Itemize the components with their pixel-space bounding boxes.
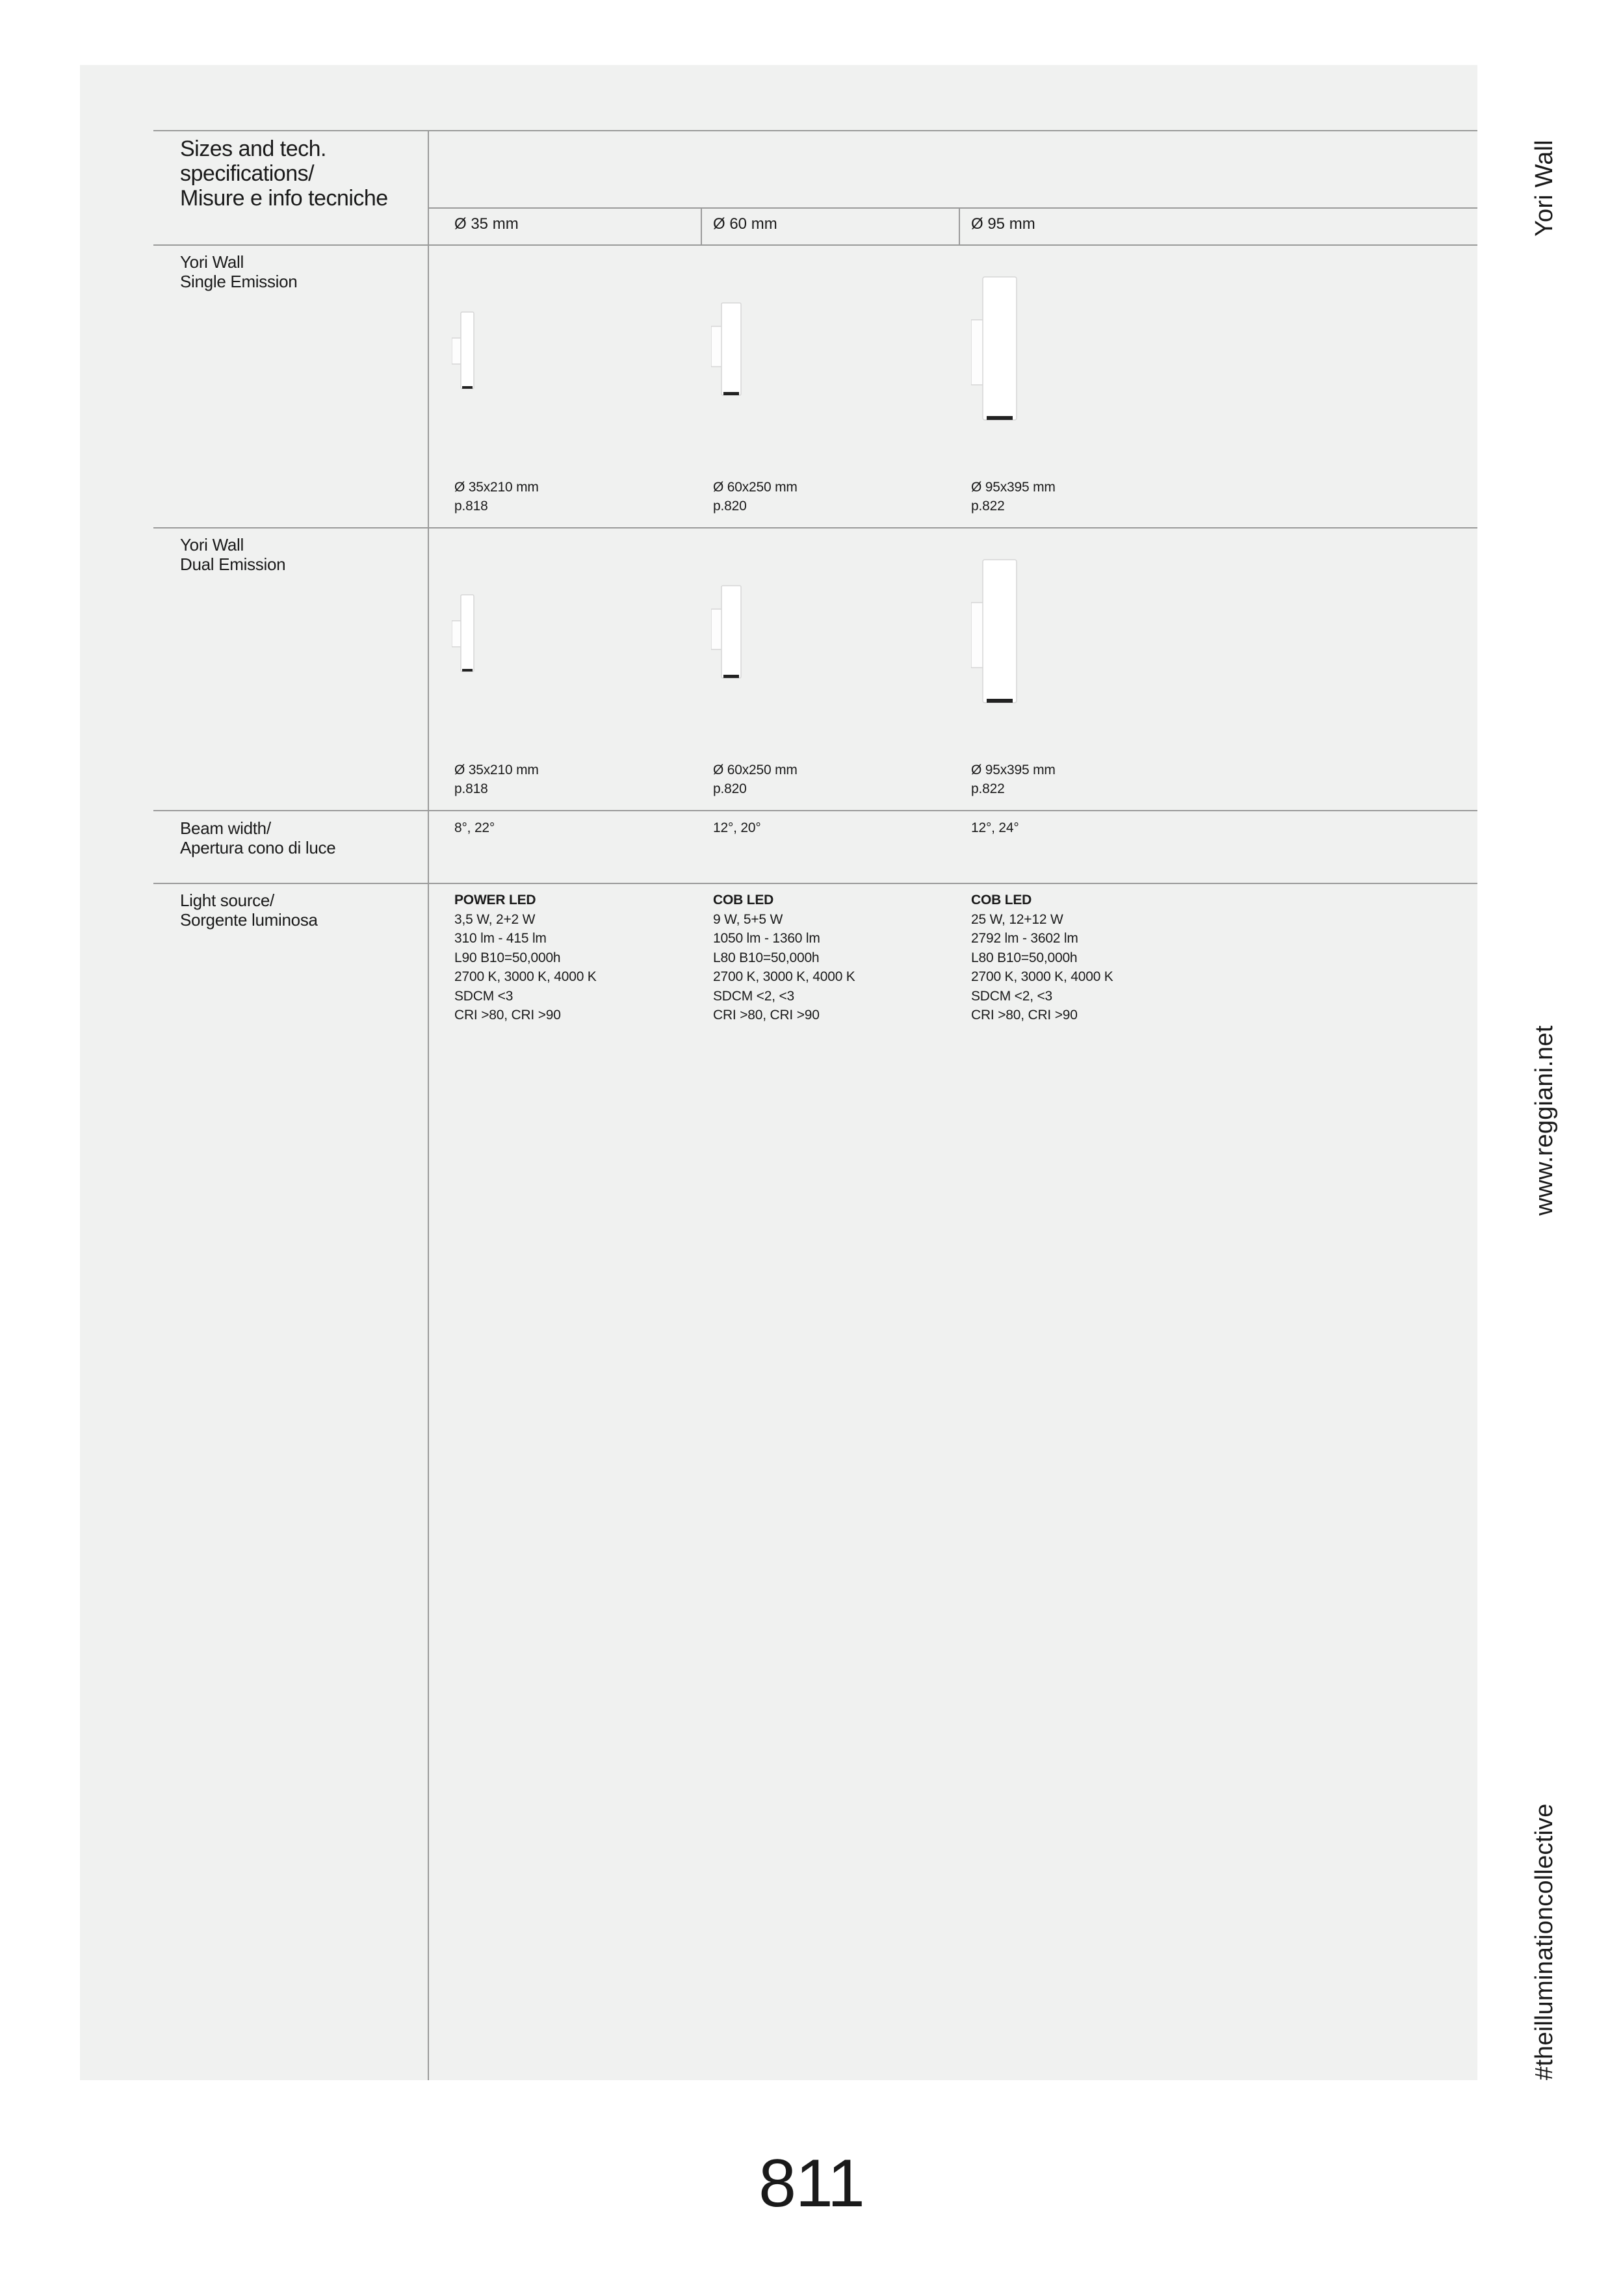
lamp-image-dual-35	[452, 588, 478, 679]
lamp-image-dual-60	[711, 583, 745, 681]
column-header-60: Ø 60 mm	[713, 215, 777, 233]
row-label-single-emission: Yori Wall Single Emission	[180, 252, 298, 291]
beam-value-60: 12°, 20°	[713, 820, 761, 835]
lamp-image-single-35	[452, 306, 478, 397]
table-title: Sizes and tech. specifications/ Misure e info tecniche	[180, 137, 388, 211]
column-header-95: Ø 95 mm	[971, 215, 1035, 233]
page-number: 811	[759, 2146, 864, 2221]
spec-panel	[80, 65, 1477, 2080]
column-header-top-rule	[428, 207, 1477, 209]
sidebar-product-name: Yori Wall	[1531, 140, 1558, 237]
row-label-light-source: Light source/ Sorgente luminosa	[180, 891, 318, 930]
cell-dual-95: Ø 95x395 mm p.822	[971, 763, 1056, 796]
row-label-beam-width: Beam width/ Apertura cono di luce	[180, 818, 336, 857]
row-single-bottom-rule	[153, 527, 1477, 528]
light-source-60: COB LED 9 W, 5+5 W 1050 lm - 1360 lm L80 B10=50,000h 2700 K, 3000 K, 4000 K SDCM <2, <3 CRI >80, CRI >90	[713, 893, 855, 1023]
beam-value-95: 12°, 24°	[971, 820, 1019, 835]
lamp-image-dual-95	[971, 557, 1019, 705]
header-bottom-rule	[153, 244, 1477, 246]
cell-single-95: Ø 95x395 mm p.822	[971, 480, 1056, 514]
cell-single-35: Ø 35x210 mm p.818	[454, 480, 539, 514]
column-divider-2	[959, 207, 960, 245]
light-source-95: COB LED 25 W, 12+12 W 2792 lm - 3602 lm L80 B10=50,000h 2700 K, 3000 K, 4000 K SDCM <2, <3 CRI >80, CRI >90	[971, 893, 1113, 1023]
column-divider-1	[701, 207, 702, 245]
row-dual-bottom-rule	[153, 810, 1477, 811]
column-header-35: Ø 35 mm	[454, 215, 519, 233]
sidebar-hashtag: #theilluminationcollective	[1531, 1803, 1558, 2080]
beam-value-35: 8°, 22°	[454, 820, 495, 835]
cell-single-60: Ø 60x250 mm p.820	[713, 480, 798, 514]
row-label-dual-emission: Yori Wall Dual Emission	[180, 535, 286, 574]
lamp-image-single-60	[711, 300, 745, 398]
header-top-rule	[153, 130, 1477, 131]
label-column-divider	[428, 130, 429, 2080]
lamp-image-single-95	[971, 274, 1019, 423]
light-source-35: POWER LED 3,5 W, 2+2 W 310 lm - 415 lm L90 B10=50,000h 2700 K, 3000 K, 4000 K SDCM <3 CRI >80, CRI >90	[454, 893, 597, 1023]
sidebar-website: www.reggiani.net	[1531, 1025, 1558, 1216]
cell-dual-35: Ø 35x210 mm p.818	[454, 763, 539, 796]
cell-dual-60: Ø 60x250 mm p.820	[713, 763, 798, 796]
row-beam-bottom-rule	[153, 883, 1477, 884]
